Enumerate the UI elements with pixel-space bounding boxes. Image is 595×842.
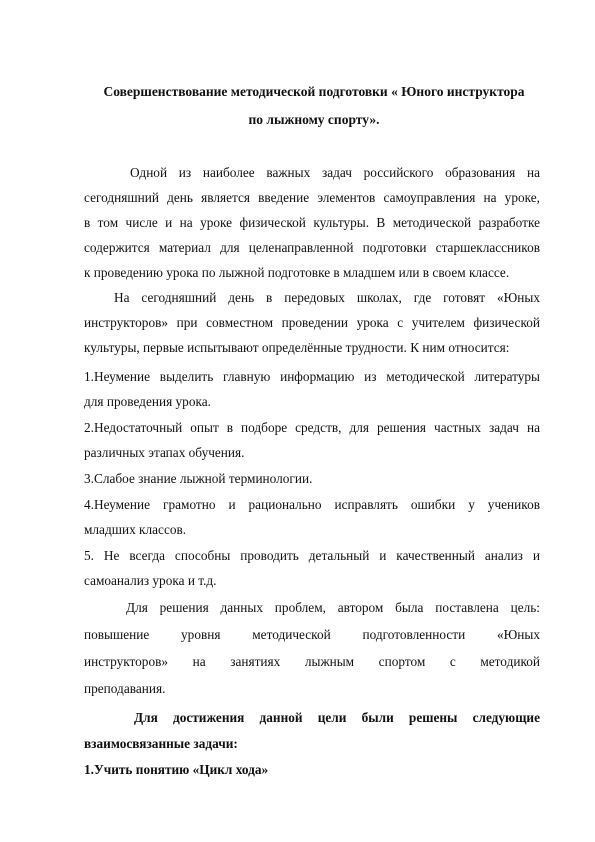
list-item: 1.Неумение выделить главную информацию из методической литературы xyxy=(84,369,540,384)
list-item-continued: для проведения урока. xyxy=(84,394,211,409)
task-item: 1.Учить понятию «Цикл хода» xyxy=(84,762,269,777)
title-line-1: Совершенствование методической подготовки « Юного инструктора xyxy=(103,84,525,99)
paragraph-line: культуры, первые испытывают определённые трудности. К ним относится: xyxy=(84,340,510,355)
paragraph-line: в том числе и на уроке физической культуры. В методической разработке xyxy=(84,215,540,230)
list-item: 2.Недостаточный опыт в подборе средств, для решения частных задач на xyxy=(84,420,540,435)
paragraph-line: Для решения данных проблем, автором была поставлена цель: xyxy=(126,600,540,615)
paragraph-line: инструкторов» при совместном проведении урока с учителем физической xyxy=(84,315,540,330)
paragraph-line: инструкторов» на занятиях лыжным спортом с методикой xyxy=(84,654,540,669)
list-item: 3.Слабое знание лыжной терминологии. xyxy=(84,471,313,486)
list-item-continued: различных этапах обучения. xyxy=(84,445,245,460)
paragraph-line: к проведению урока по лыжной подготовке в младшем или в своем классе. xyxy=(84,265,510,280)
list-item-continued: младших классов. xyxy=(84,522,187,537)
title-line-2: по лыжному спорту». xyxy=(248,112,380,127)
document-title xyxy=(84,78,544,134)
paragraph-line: Одной из наиболее важных задач российского образования на xyxy=(130,165,540,180)
list-item: 5. Не всегда способны проводить детальный и качественный анализ и xyxy=(84,548,540,563)
paragraph-line: повышение уровня методической подготовленности «Юных xyxy=(84,627,540,642)
paragraph-line: преподавания. xyxy=(84,681,166,696)
list-item: 4.Неумение грамотно и рационально исправлять ошибки у учеников xyxy=(84,497,540,512)
paragraph-line: сегодняшний день является введение элементов самоуправления на уроке, xyxy=(84,190,540,205)
paragraph-line: На сегодняшний день в передовых школах, где готовят «Юных xyxy=(114,290,540,305)
paragraph-line: взаимосвязанные задачи: xyxy=(84,736,238,751)
list-item-continued: самоанализ урока и т.д. xyxy=(84,573,217,588)
paragraph-line: содержится материал для целенаправленной подготовки старшеклассников xyxy=(84,240,540,255)
paragraph-line: Для достижения данной цели были решены следующие xyxy=(134,710,540,725)
